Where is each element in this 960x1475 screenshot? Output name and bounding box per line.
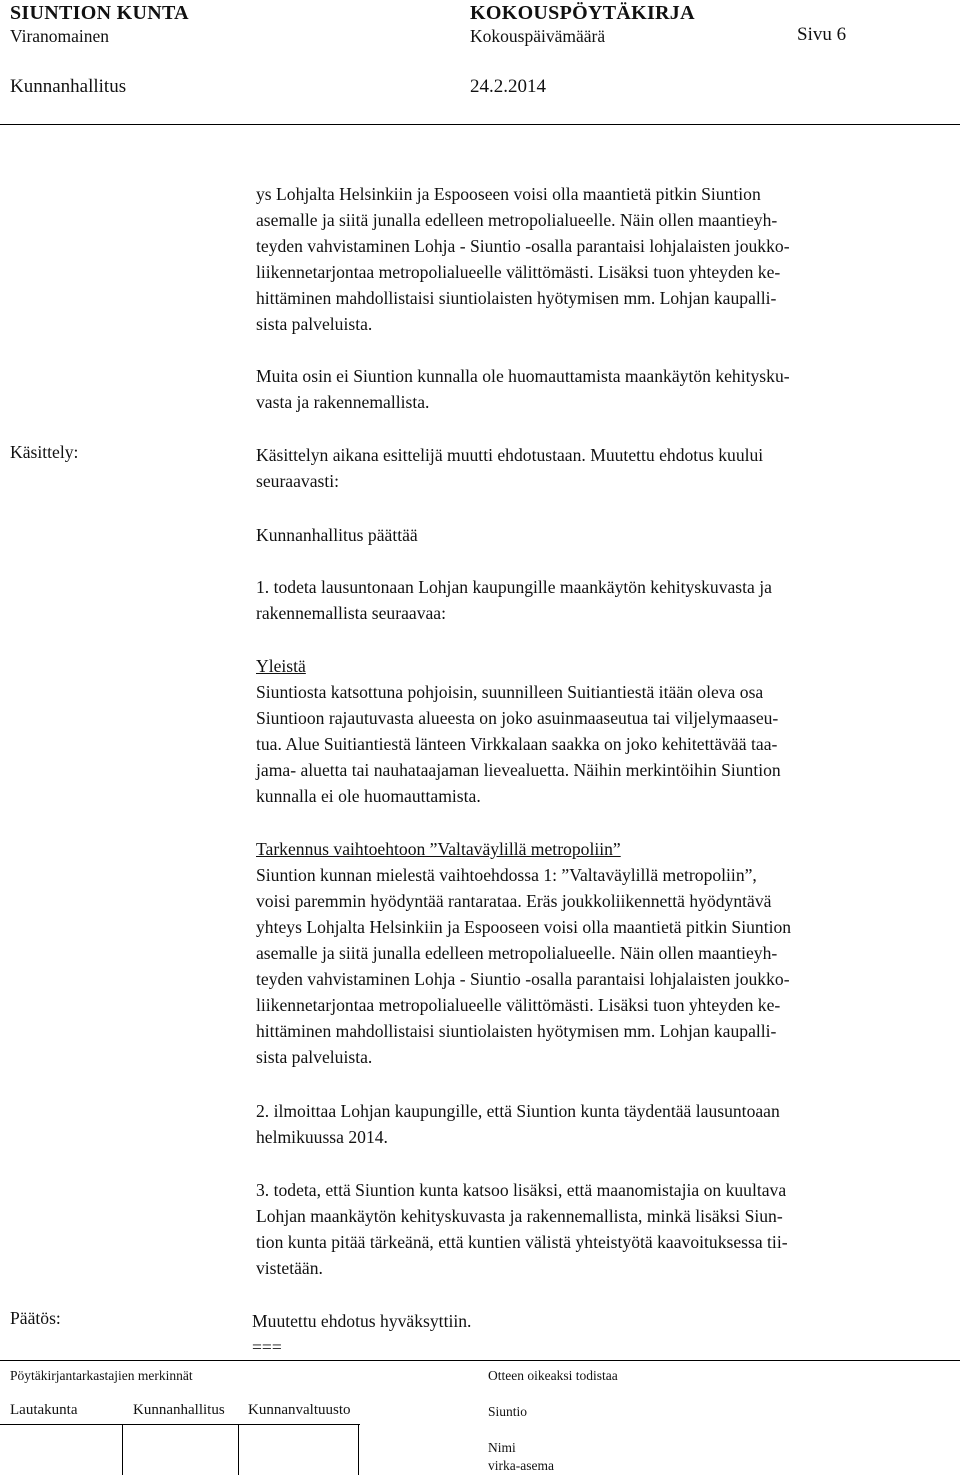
authority-name: Kunnanhallitus <box>10 76 127 97</box>
text-line: teyden vahvistaminen Lohja - Siuntio -osalla parantaisi lohjalaisten joukko- <box>256 236 790 256</box>
section-heading: Tarkennus vaihtoehtoon ”Valtaväylillä metropoliin” <box>256 839 621 859</box>
org-name: SIUNTION KUNTA <box>10 2 189 24</box>
column-kunnanvaltuusto: Kunnanvaltuusto <box>248 1402 351 1418</box>
kasittely-label: Käsittely: <box>10 442 79 462</box>
text-line: hittäminen mahdollistaisi siuntiolaisten hyötymisen mm. Lohjan kaupalli- <box>256 288 777 308</box>
authority-label: Viranomainen <box>10 26 110 46</box>
item-3 <box>256 1177 946 1281</box>
text-line: sista palveluista. <box>256 314 373 334</box>
paattaa-line: Kunnanhallitus päättää <box>256 525 418 545</box>
text-line: sista palveluista. <box>256 1047 373 1067</box>
text-line: Muita osin ei Siuntion kunnalla ole huomauttamista maankäytön kehitysku- <box>256 366 790 386</box>
text-line: voisi paremmin hyödyntää rantarataa. Eräs joukkoliikennettä hyödyntävä <box>256 891 772 911</box>
text-line: liikennetarjontaa metropolialueelle välittömästi. Lisäksi tuon yhteyden ke- <box>256 262 781 282</box>
footer-divider <box>122 1424 123 1475</box>
text-line: liikennetarjontaa metropolialueelle välittömästi. Lisäksi tuon yhteyden ke- <box>256 995 781 1015</box>
text-line: vistetään. <box>256 1258 323 1278</box>
text-line: Lohjan maankäytön kehityskuvasta ja rakennemallista, minkä lisäksi Siun- <box>256 1206 783 1226</box>
footer-inner-rule <box>0 1424 360 1425</box>
text-line: tua. Alue Suitiantiestä länteen Virkkalaan saakka on joko kehitettävää taa- <box>256 734 778 754</box>
footer-divider <box>358 1424 359 1475</box>
text-line: 2. ilmoittaa Lohjan kaupungille, että Siuntion kunta täydentää lausuntoaan <box>256 1101 780 1121</box>
text-line: Siuntiosta katsottuna pohjoisin, suunnilleen Suitiantiestä itään oleva osa <box>256 682 764 702</box>
page-number: Sivu 6 <box>797 24 847 45</box>
kasittely-paragraph <box>256 442 946 494</box>
text-line: helmikuussa 2014. <box>256 1127 388 1147</box>
text-line: tion kunta pitää tärkeänä, että kuntien välistä yhteistyötä kaavoituksessa tii- <box>256 1232 788 1252</box>
yleista-section <box>256 653 946 809</box>
muita-paragraph <box>256 363 946 415</box>
text-line: hittäminen mahdollistaisi siuntiolaisten hyötymisen mm. Lohjan kaupalli- <box>256 1021 777 1041</box>
tarkennus-section <box>256 836 946 1070</box>
column-kunnanhallitus: Kunnanhallitus <box>133 1402 225 1418</box>
text-line: asemalle ja siitä junalla edelleen metropolialueelle. Näin ollen maantieyh- <box>256 210 778 230</box>
section-heading: Yleistä <box>256 656 306 676</box>
document-type: KOKOUSPÖYTÄKIRJA <box>470 2 695 24</box>
column-lautakunta: Lautakunta <box>10 1402 78 1418</box>
end-mark: === <box>252 1337 282 1357</box>
text-line: Siuntioon rajautuvasta alueesta on joko asuinmaaseutua tai viljelymaaseu- <box>256 708 779 728</box>
text-line: rakennemallista seuraavaa: <box>256 603 447 623</box>
text-line: ys Lohjalta Helsinkiin ja Espooseen voisi olla maantietä pitkin Siuntion <box>256 184 761 204</box>
text-line: 3. todeta, että Siuntion kunta katsoo lisäksi, että maanomistajia on kuultava <box>256 1180 787 1200</box>
text-line: yhteys Lohjalta Helsinkiin ja Espooseen voisi olla maantietä pitkin Siuntion <box>256 917 792 937</box>
text-line: teyden vahvistaminen Lohja - Siuntio -osalla parantaisi lohjalaisten joukko- <box>256 969 790 989</box>
paatos-label: Päätös: <box>10 1308 61 1328</box>
certified-label: Otteen oikeaksi todistaa <box>488 1368 618 1383</box>
meeting-date: 24.2.2014 <box>470 76 546 97</box>
item-2 <box>256 1098 946 1150</box>
name-label: Nimi <box>488 1440 516 1455</box>
text-line: asemalle ja siitä junalla edelleen metropolialueelle. Näin ollen maantieyh- <box>256 943 778 963</box>
date-label: Kokouspäivämäärä <box>470 26 606 46</box>
footer-rule <box>0 1360 960 1361</box>
paatos-text: Muutettu ehdotus hyväksyttiin. <box>252 1311 472 1331</box>
text-line: Käsittelyn aikana esittelijä muutti ehdotustaan. Muutettu ehdotus kuului <box>256 445 764 465</box>
signers-label: Pöytäkirjantarkastajien merkinnät <box>10 1368 193 1383</box>
footer-divider <box>238 1424 239 1475</box>
text-line: vasta ja rakennemallista. <box>256 392 430 412</box>
title-label: virka-asema <box>488 1458 554 1473</box>
text-line: seuraavasti: <box>256 471 340 491</box>
text-line: 1. todeta lausuntonaan Lohjan kaupungille maankäytön kehityskuvasta ja <box>256 577 772 597</box>
text-line: Siuntion kunnan mielestä vaihtoehdossa 1: ”Valtaväylillä metropoliin”, <box>256 865 757 885</box>
intro-paragraph <box>256 181 946 337</box>
header-rule <box>0 124 960 125</box>
place-label: Siuntio <box>488 1404 528 1419</box>
item-1 <box>256 574 946 626</box>
text-line: kunnalla ei ole huomauttamista. <box>256 786 481 806</box>
text-line: jama- aluetta tai nauhataajaman lievealuetta. Näihin merkintöihin Siuntion <box>256 760 781 780</box>
